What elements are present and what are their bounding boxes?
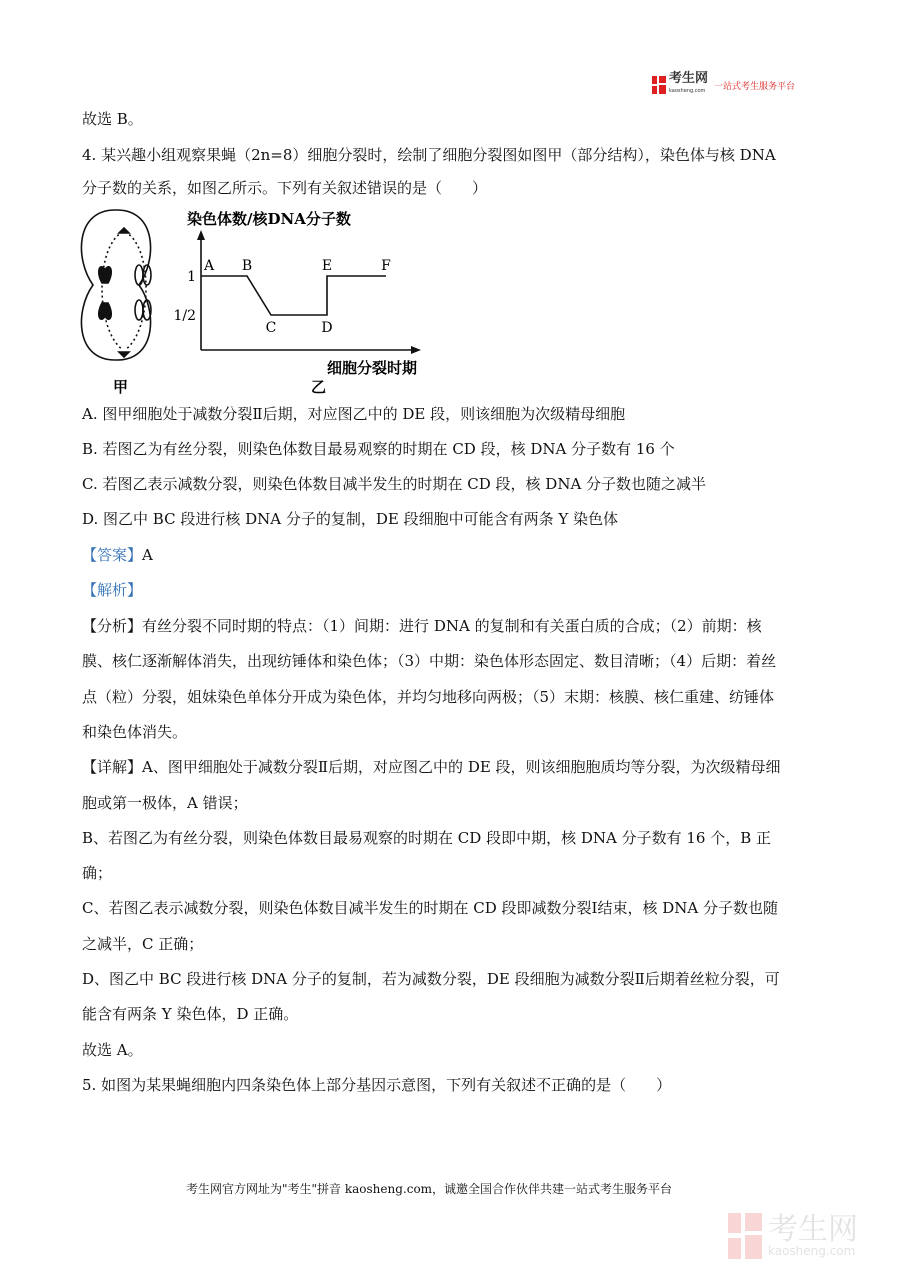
explanation-line: 【详解】A、图甲细胞处于减数分裂Ⅱ后期，对应图乙中的 DE 段，则该细胞胞质均等分裂，为次级精母细 <box>82 758 781 777</box>
point-label: B <box>241 258 253 274</box>
explanation-line: 膜、核仁逐渐解体消失，出现纺锤体和染色体；（3）中期：染色体形态固定、数目清晰；（4）后期：着丝 <box>82 652 777 671</box>
figure <box>75 200 435 400</box>
explanation-line: 能含有两条 Y 染色体，D 正确。 <box>82 1005 299 1024</box>
explanation-line: C、若图乙表示减数分裂，则染色体数目减半发生的时期在 CD 段即减数分裂Ⅰ结束，核 DNA 分子数也随 <box>82 899 778 918</box>
option-a: A. 图甲细胞处于减数分裂Ⅱ后期，对应图乙中的 DE 段，则该细胞为次级精母细胞 <box>82 405 626 423</box>
explanation-line: 故选 A。 <box>82 1040 143 1059</box>
x-axis-title: 细胞分裂时期 <box>327 359 418 377</box>
explanation-line: 和染色体消失。 <box>82 722 188 741</box>
slogan: 一站式考生服务平台 <box>714 81 796 92</box>
point-label: C <box>265 320 277 336</box>
explanation-line: B、若图乙为有丝分裂，则染色体数目最易观察的时期在 CD 段即中期，核 DNA 分子数有 16 个，B 正 <box>82 828 772 847</box>
option-b: B. 若图乙为有丝分裂，则染色体数目最易观察的时期在 CD 段，核 DNA 分子数有 16 个 <box>82 440 675 458</box>
option-c: C. 若图乙表示减数分裂，则染色体数目减半发生的时期在 CD 段，核 DNA 分子数也随之减半 <box>82 475 707 493</box>
y-tick-label: 1/2 <box>173 308 196 324</box>
logo-text: 考生网 kaosheng.com <box>669 71 709 94</box>
label-jia: 甲 <box>113 378 129 396</box>
label-yi: 乙 <box>311 378 327 396</box>
y-axis-title: 染色体数/核DNA分子数 <box>187 210 351 228</box>
question-4-stem: 分子数的关系，如图乙所示。下列有关叙述错误的是（ ） <box>82 179 488 197</box>
watermark: 考生网 kaosheng.com <box>728 1213 858 1259</box>
point-label: D <box>321 320 333 336</box>
footer: 考生网官方网址为"考生"拼音 kaosheng.com，诚邀全国合作伙伴共建一站式考生服务平台 <box>186 1182 673 1196</box>
chart-yi <box>173 230 421 354</box>
answer-line: 【答案】A <box>82 546 153 564</box>
x-axis-arrow <box>411 346 421 354</box>
question-4-stem: 4. 某兴趣小组观察果蝇（2n=8）细胞分裂时，绘制了细胞分裂图如图甲（部分结构），染色体与核 DNA <box>82 146 776 164</box>
explanation-line: 胞或第一极体，A 错误； <box>82 793 248 812</box>
point-label: E <box>321 258 333 274</box>
data-line <box>201 276 386 315</box>
explanation-line: 【分析】有丝分裂不同时期的特点：（1）间期：进行 DNA 的复制和有关蛋白质的合成；（2）前期：核 <box>82 617 762 635</box>
logo-icon <box>652 76 666 94</box>
header-logo <box>652 73 795 97</box>
analysis-label: 【解析】 <box>82 581 143 599</box>
explanation-line: 确； <box>82 864 113 883</box>
explanation-line: 点（粒）分裂，姐妹染色单体分开成为染色体，并均匀地移向两极；（5）末期：核膜、核仁重建、纺锤体 <box>82 687 775 706</box>
cell-diagram-jia <box>81 210 151 360</box>
point-label: F <box>381 258 391 274</box>
y-tick-label: 1 <box>187 269 196 285</box>
option-d: D. 图乙中 BC 段进行核 DNA 分子的复制，DE 段细胞中可能含有两条 Y 染色体 <box>82 510 619 528</box>
text-line: 故选 B。 <box>82 110 143 128</box>
explanation-line: 5. 如图为某果蝇细胞内四条染色体上部分基因示意图，下列有关叙述不正确的是（ ） <box>82 1075 672 1094</box>
explanation-line: 之减半，C 正确； <box>82 934 204 953</box>
explanation-line: D、图乙中 BC 段进行核 DNA 分子的复制，若为减数分裂，DE 段细胞为减数分裂Ⅱ后期着丝粒分裂，可 <box>82 970 780 988</box>
y-axis-arrow <box>197 230 205 240</box>
watermark-logo-icon <box>728 1213 762 1259</box>
point-label: A <box>203 258 215 274</box>
